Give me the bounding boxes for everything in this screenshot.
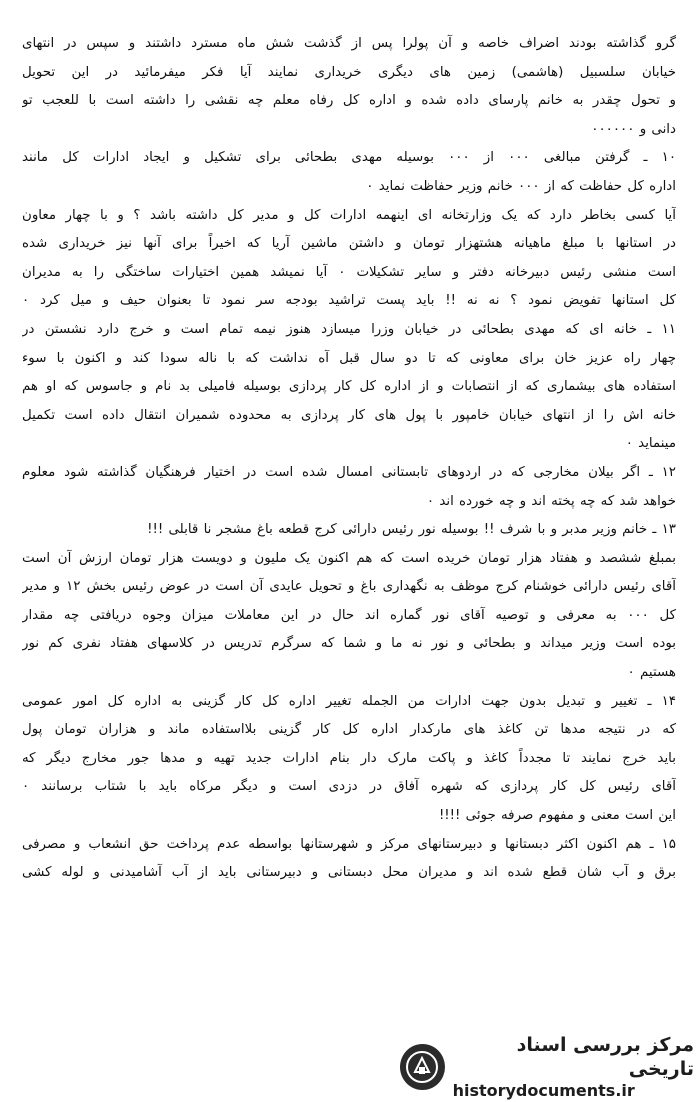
text-line-15: مینماید ۰ — [625, 436, 676, 452]
watermark-name: مرکز بررسی اسناد تاریخی — [516, 1034, 694, 1080]
watermark-text — [453, 1033, 694, 1101]
text-line-26: باید خرج نمایند تا مجدداً کاغذ و پاکت مارک دار بنام ادارات جدید تهیه و مدها جور مخارج دیگر که — [22, 750, 676, 766]
text-line-6: اداره کل حفاظت که از ۰۰۰ خانم وزیر حفاظت نماید ۰ — [366, 178, 676, 194]
text-line-24: ۱۴ ـ تغییر و تبدیل بدون جهت ادارات من الجمله تغییر اداره کل کار گزینی به اداره کل امور عمومی — [22, 693, 676, 709]
text-line-14: خانه اش را از انتهای خیابان خامپور با پول های کار پردازی به محدوده شمیران انتقال داده است تکمیل — [22, 407, 676, 423]
text-line-25: که در نتیجه مدها تن کاغذ های مارکدار اداره کل کار گزینی بلااستفاده ماند و هزاران تومان پول — [22, 722, 676, 738]
text-line-10: کل استانها تفویض نمود ؟ نه نه !! باید پست تراشید بودجه سر نمود تا بعنوان حیف و میل کرد ۰ — [22, 293, 676, 309]
text-line-18: ۱۳ ـ خانم وزیر مدبر و با شرف !! بوسیله نور رئیس دارائی کرج قطعه باغ مشجر نا قابلی !!! — [147, 522, 676, 538]
text-line-30: برق و آب شان قطع شده اند و مدیران محل دبستانی و دبیرستانی باید از آب آشامیدنی و لوله کشی — [22, 865, 676, 881]
watermark-url: historydocuments.ir — [452, 1081, 635, 1100]
text-line-3: و تحول چقدر به خانم پارسای داده شده و اداره کل رفاه معلم چه نقشی را داشته است با للعجب تو — [22, 93, 676, 109]
text-line-13: استفاده های بیشماری که از انتصابات و از اداره کل کار پردازی بوسیله فامیلی بد نام و جاسوس که او هم — [22, 379, 676, 395]
text-line-4: دانی و ۰۰۰۰۰۰ — [591, 121, 676, 137]
text-line-20: آقای رئیس دارائی خوشنام کرج موظف به نگهداری باغ و تحویل عایدی آن است در عوض رئیس بخش ۱۲ و مدیر — [22, 579, 676, 595]
text-line-8: در استانها با مبلغ ماهیانه هشتهزار تومان و داشتن ماشین آریا که اخیراً برای آنها نیز خریداری شده — [22, 236, 676, 252]
text-line-28: این است معنی و مفهوم صرفه جوئی !!!! — [438, 808, 676, 824]
text-line-21: کل ۰۰۰ به معرفی و توصیه آقای نور گماره اند حال در این معاملات میزان وجوه دریافتی چه مقدار — [22, 607, 676, 623]
text-line-9: است منشی رئیس دبیرخانه دفتر و سایر تشکیلات ۰ آیا نمیشد همین اختیارات ساختگی را به مدیران — [22, 264, 676, 280]
text-line-11: ۱۱ ـ خانه ای که مهدی بطحائی در خیابان وزرا میسازد هنوز نیمه تمام است و خرج دارد نشستن در — [22, 321, 676, 337]
text-line-29: ۱۵ ـ هم اکنون اکثر دبستانها و دبیرستانهای مرکز و شهرستانها بواسطه عدم پرداخت حق انشعاب و مصرفی — [22, 836, 676, 852]
text-line-12: چهار راه عزیز خان برای معاونی که تا دو سال قبل آه نداشت که با ناله سودا کند و اکنون با سوء — [22, 350, 676, 366]
text-line-7: آیا کسی بخاطر دارد که یک وزارتخانه ای اینهمه ادارات کل و مدیر کل داشته باشد ؟ و با چهار معاون — [22, 207, 676, 223]
archive-watermark — [400, 1032, 700, 1102]
text-line-27: آقای رئیس کل کار پردازی که شهره آفاق در دزدی است و دیگر مرکاه باید با شتاب برسانند ۰ — [22, 779, 676, 795]
seal-logo-icon — [400, 1044, 445, 1090]
text-line-17: خواهد شد که چه پخته اند و چه خورده اند ۰ — [426, 493, 676, 509]
text-line-22: بوده است وزیر میداند و بطحائی و نور نه ما و شما که سرگرم تدریس در کلاسهای هفتاد نفری کم نور — [22, 636, 676, 652]
text-line-23: هستیم ۰ — [627, 665, 676, 681]
text-line-1: گرو گذاشته بودند اضراف خاصه و آن پولرا پس از گذشت شش ماه مسترد داشتند و سپس در انتهای — [22, 36, 676, 51]
text-line-2: خیابان سلسبیل (هاشمی) زمین های دیگری خریداری نمایند آیا فکر میفرمائید در این تحویل — [22, 64, 676, 80]
text-line-5: ۱۰ ـ گرفتن مبالغی ۰۰۰ از ۰۰۰ بوسیله مهدی بطحائی برای تشکیل و ایجاد ادارات کل مانند — [22, 150, 676, 166]
text-line-16: ۱۲ ـ اگر بیلان مخارجی که در اردوهای تابستانی امسال شده است در اختیار فرهنگیان گذاشته شود معلوم — [22, 464, 676, 480]
text-line-19: بمبلغ ششصد و هفتاد هزار تومان خریده است که هم اکنون یک ملیون و دویست هزار تومان ارزش آن است — [22, 550, 676, 566]
